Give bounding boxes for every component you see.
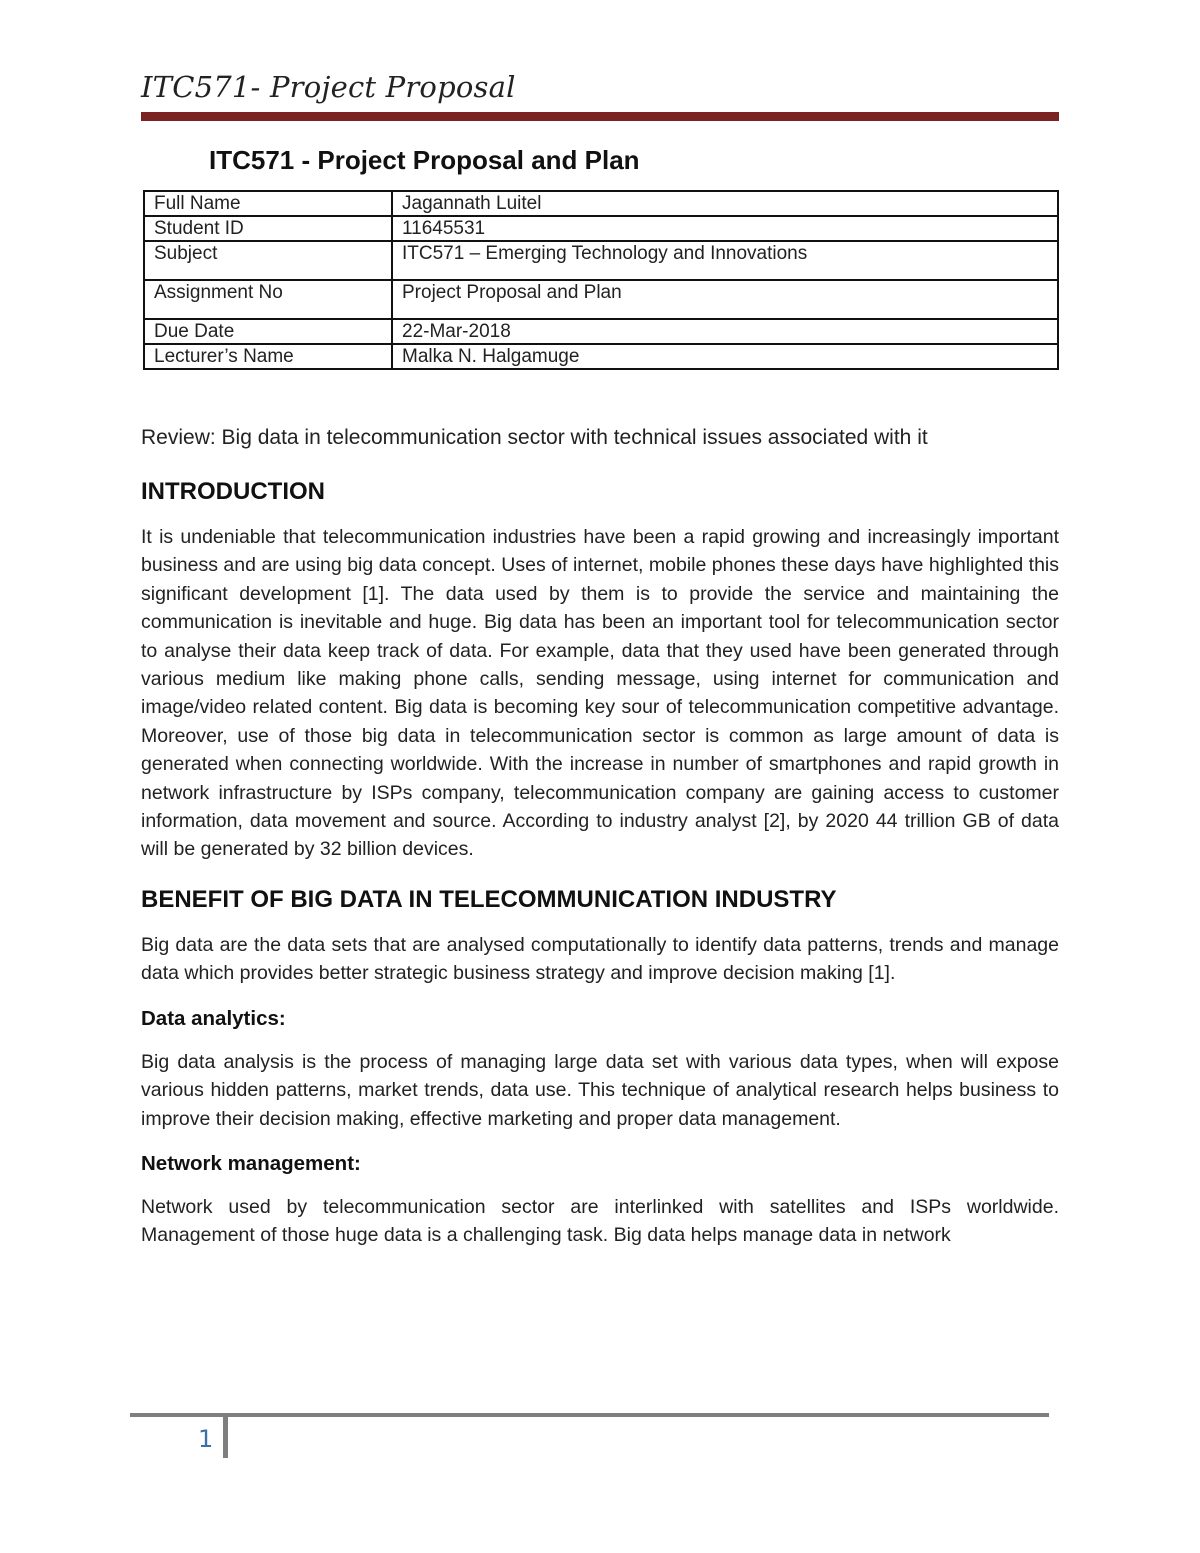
heading-data-analytics: Data analytics:	[141, 1006, 286, 1030]
value-due-date: 22-Mar-2018	[392, 319, 1058, 344]
value-subject: ITC571 – Emerging Technology and Innovations	[392, 241, 1058, 280]
heading-network-management: Network management:	[141, 1151, 361, 1175]
paragraph-benefit: Big data are the data sets that are analysed computationally to identify data patterns, trends and manage data which provides better strategic business strategy and improve decision making [1].	[141, 933, 1059, 985]
label-full-name: Full Name	[144, 191, 392, 216]
paragraph-network-management: Network used by telecommunication sector are interlinked with satellites and ISPs worldwide. Management of those huge data is a challenging task. Big data helps manage data in network	[141, 1195, 1059, 1247]
label-student-id: Student ID	[144, 216, 392, 241]
label-subject: Subject	[144, 241, 392, 280]
header-rule	[141, 112, 1059, 121]
footer-divider	[223, 1416, 228, 1458]
document-title: ITC571 - Project Proposal and Plan	[209, 145, 640, 175]
student-info-table	[143, 190, 1059, 370]
paragraph-introduction: It is undeniable that telecommunication industries have been a rapid growing and increasingly important business and are using big data concept. Uses of internet, mobile phones these days have highlighted this significant development [1]. The data used by them is to provide the service and maintaining the communication is inevitable and huge. Big data has been an important tool for telecommunication sector to analyse their data keep track of data. For example, data that they used have been generated through various medium like making phone calls, sending message, using internet for communication and image/video related content. Big data is becoming key sour of telecommunication competitive advantage. Moreover, use of those big data in telecommunication sector is common as large amount of data is generated when connecting worldwide. With the increase in number of smartphones and rapid growth in network infrastructure by ISPs company, telecommunication company are gaining access to customer information, data movement and source. According to industry analyst [2], by 2020 44 trillion GB of data will be generated by 32 billion devices.	[141, 526, 1059, 861]
running-header-title: ITC571- Project Proposal	[141, 70, 516, 104]
document-body	[141, 420, 1059, 1250]
table-row	[144, 216, 1058, 241]
value-full-name: Jagannath Luitel	[392, 191, 1058, 216]
table-row	[144, 319, 1058, 344]
label-due-date: Due Date	[144, 319, 392, 344]
table-row	[144, 344, 1058, 369]
label-assignment-no: Assignment No	[144, 280, 392, 319]
value-student-id: 11645531	[392, 216, 1058, 241]
label-lecturer-name: Lecturer’s Name	[144, 344, 392, 369]
paragraph-data-analytics: Big data analysis is the process of managing large data set with various data types, when will expose various hidden patterns, market trends, data use. This technique of analytical research helps business to improve their decision making, effective marketing and proper data management.	[141, 1050, 1059, 1130]
footer-rule	[130, 1413, 1049, 1417]
page-number: 1	[198, 1425, 214, 1453]
table-row	[144, 191, 1058, 216]
heading-benefit: BENEFIT OF BIG DATA IN TELECOMMUNICATION INDUSTRY	[141, 885, 837, 913]
table-row	[144, 280, 1058, 319]
review-line: Review: Big data in telecommunication sector with technical issues associated with it	[141, 426, 928, 449]
value-assignment-no: Project Proposal and Plan	[392, 280, 1058, 319]
value-lecturer-name: Malka N. Halgamuge	[392, 344, 1058, 369]
heading-introduction: INTRODUCTION	[141, 478, 325, 505]
table-row	[144, 241, 1058, 280]
